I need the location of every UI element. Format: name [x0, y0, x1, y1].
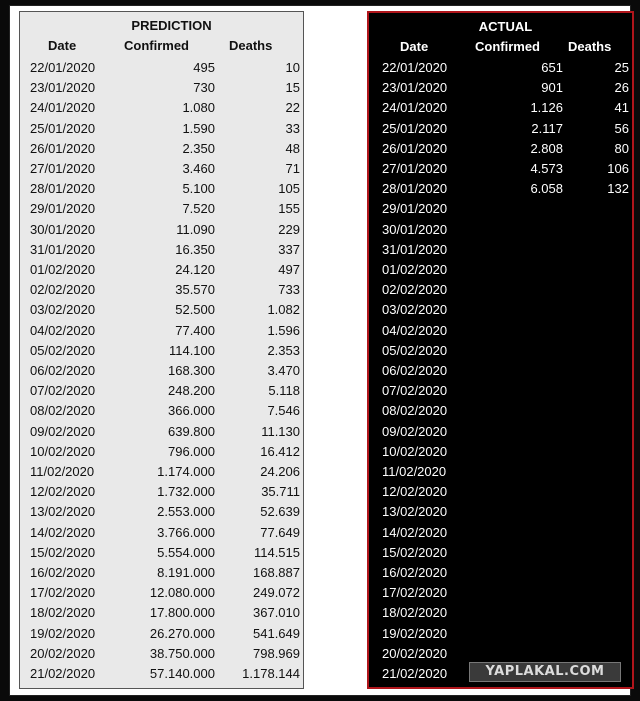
prediction-row	[20, 119, 303, 139]
prediction-header-deaths: Deaths	[229, 38, 273, 53]
actual-date-cell: 25/01/2020	[382, 120, 448, 136]
prediction-date-cell: 09/02/2020	[30, 423, 96, 439]
actual-date-cell: 20/02/2020	[382, 645, 448, 661]
prediction-deaths-cell: 367.010	[253, 605, 300, 621]
prediction-row	[20, 179, 303, 199]
prediction-row	[20, 523, 303, 543]
prediction-row	[20, 401, 303, 421]
actual-row	[369, 442, 632, 462]
prediction-confirmed-cell: 730	[193, 80, 215, 96]
prediction-date-cell: 19/02/2020	[30, 625, 96, 641]
actual-date-cell: 06/02/2020	[382, 363, 448, 378]
actual-row	[369, 260, 632, 280]
actual-date-cell: 13/02/2020	[382, 504, 448, 520]
prediction-header-date: Date	[48, 38, 77, 53]
actual-row	[369, 583, 632, 603]
prediction-confirmed-cell: 8.191.000	[157, 565, 215, 580]
prediction-deaths-cell: 11.130	[261, 423, 300, 439]
prediction-row	[20, 583, 303, 603]
prediction-deaths-cell: 155	[278, 201, 300, 217]
prediction-confirmed-cell: 1.732.000	[157, 484, 215, 500]
prediction-date-cell: 28/01/2020	[30, 181, 96, 197]
actual-header-deaths: Deaths	[568, 39, 612, 54]
actual-date-cell: 22/01/2020	[382, 60, 448, 75]
prediction-date-cell: 11/02/2020	[30, 464, 95, 479]
prediction-date-cell: 05/02/2020	[30, 342, 96, 358]
prediction-deaths-cell: 10	[285, 60, 300, 75]
prediction-deaths-cell: 1.596	[267, 322, 300, 338]
prediction-row	[20, 624, 303, 644]
prediction-confirmed-cell: 5.100	[182, 181, 215, 197]
actual-header-confirmed: Confirmed	[475, 39, 540, 54]
actual-date-cell: 17/02/2020	[382, 585, 448, 601]
actual-table	[367, 11, 634, 689]
actual-date-cell: 01/02/2020	[382, 262, 448, 277]
prediction-row	[20, 280, 303, 300]
prediction-date-cell: 17/02/2020	[30, 585, 96, 601]
actual-confirmed-cell: 6.058	[530, 181, 563, 197]
prediction-deaths-cell: 16.412	[260, 443, 300, 459]
prediction-confirmed-cell: 26.270.000	[149, 625, 215, 641]
actual-row	[369, 482, 632, 502]
prediction-row	[20, 139, 303, 159]
prediction-date-cell: 14/02/2020	[30, 524, 96, 540]
actual-date-cell: 19/02/2020	[382, 625, 448, 641]
prediction-date-cell: 15/02/2020	[30, 544, 96, 560]
prediction-date-cell: 18/02/2020	[30, 605, 96, 621]
actual-date-cell: 10/02/2020	[382, 443, 448, 459]
prediction-deaths-cell: 3.470	[267, 363, 300, 378]
actual-deaths-cell: 132	[607, 181, 629, 197]
actual-row	[369, 502, 632, 522]
prediction-confirmed-cell: 11.090	[176, 221, 215, 237]
prediction-deaths-cell: 1.178.144	[242, 666, 300, 681]
prediction-deaths-cell: 48	[285, 140, 300, 156]
prediction-deaths-cell: 2.353	[267, 342, 300, 358]
prediction-row	[20, 381, 303, 401]
actual-date-cell: 24/01/2020	[382, 100, 448, 116]
actual-deaths-cell: 25	[614, 60, 629, 75]
actual-date-cell: 30/01/2020	[382, 221, 448, 237]
prediction-confirmed-cell: 366.000	[168, 403, 215, 419]
prediction-confirmed-cell: 2.350	[182, 140, 215, 156]
actual-date-cell: 23/01/2020	[382, 80, 448, 96]
prediction-confirmed-cell: 114.100	[168, 342, 215, 358]
prediction-date-cell: 06/02/2020	[30, 363, 96, 378]
actual-deaths-cell: 80	[614, 140, 629, 156]
actual-date-cell: 15/02/2020	[382, 544, 448, 560]
actual-row	[369, 603, 632, 623]
prediction-row	[20, 462, 303, 482]
actual-confirmed-cell: 651	[541, 60, 563, 75]
prediction-deaths-cell: 249.072	[253, 585, 300, 601]
prediction-title: PREDICTION	[131, 18, 212, 33]
prediction-confirmed-cell: 168.300	[168, 363, 215, 378]
prediction-row	[20, 321, 303, 341]
actual-row	[369, 644, 632, 664]
prediction-confirmed-cell: 1.080	[182, 100, 215, 116]
actual-row	[369, 462, 632, 482]
prediction-date-cell: 23/01/2020	[30, 80, 96, 96]
prediction-date-cell: 22/01/2020	[30, 60, 96, 75]
actual-confirmed-cell: 2.117	[531, 120, 563, 136]
prediction-row	[20, 240, 303, 260]
prediction-confirmed-cell: 57.140.000	[149, 666, 215, 681]
actual-title: ACTUAL	[478, 19, 533, 34]
prediction-deaths-cell: 33	[285, 120, 300, 136]
actual-row	[369, 139, 632, 159]
actual-row	[369, 563, 632, 583]
actual-row	[369, 401, 632, 421]
actual-date-cell: 11/02/2020	[382, 464, 447, 479]
prediction-deaths-cell: 5.118	[268, 383, 300, 399]
prediction-deaths-cell: 168.887	[253, 565, 300, 580]
prediction-confirmed-cell: 12.080.000	[149, 585, 215, 601]
actual-deaths-cell: 106	[607, 161, 629, 176]
prediction-row	[20, 361, 303, 381]
prediction-date-cell: 10/02/2020	[30, 443, 96, 459]
prediction-confirmed-cell: 52.500	[175, 302, 215, 318]
prediction-row	[20, 603, 303, 623]
prediction-row	[20, 543, 303, 563]
prediction-row	[20, 220, 303, 240]
prediction-deaths-cell: 1.082	[267, 302, 300, 318]
prediction-deaths-cell: 35.711	[261, 484, 300, 500]
prediction-date-cell: 02/02/2020	[30, 282, 96, 298]
actual-date-cell: 16/02/2020	[382, 565, 448, 580]
actual-row	[369, 179, 632, 199]
actual-header-date: Date	[400, 39, 429, 54]
prediction-deaths-cell: 229	[278, 221, 300, 237]
prediction-date-cell: 01/02/2020	[30, 262, 96, 277]
prediction-row	[20, 98, 303, 118]
actual-deaths-cell: 26	[614, 80, 629, 96]
prediction-row	[20, 664, 303, 684]
actual-date-cell: 05/02/2020	[382, 342, 448, 358]
actual-deaths-cell: 41	[614, 100, 629, 116]
prediction-deaths-cell: 497	[278, 262, 300, 277]
actual-row	[369, 543, 632, 563]
prediction-row	[20, 644, 303, 664]
actual-row	[369, 422, 632, 442]
actual-row	[369, 280, 632, 300]
prediction-confirmed-cell: 3.460	[182, 161, 215, 176]
prediction-date-cell: 20/02/2020	[30, 645, 96, 661]
prediction-deaths-cell: 71	[285, 161, 300, 176]
prediction-confirmed-cell: 639.800	[168, 423, 215, 439]
actual-date-cell: 02/02/2020	[382, 282, 448, 298]
actual-date-cell: 08/02/2020	[382, 403, 448, 419]
actual-date-cell: 27/01/2020	[382, 161, 448, 176]
prediction-confirmed-cell: 3.766.000	[157, 524, 215, 540]
prediction-date-cell: 03/02/2020	[30, 302, 96, 318]
actual-row	[369, 381, 632, 401]
prediction-deaths-cell: 337	[278, 241, 300, 257]
actual-date-cell: 07/02/2020	[382, 383, 448, 399]
prediction-date-cell: 21/02/2020	[30, 666, 96, 681]
prediction-date-cell: 08/02/2020	[30, 403, 96, 419]
prediction-confirmed-cell: 1.174.000	[157, 464, 215, 479]
actual-row	[369, 78, 632, 98]
prediction-deaths-cell: 105	[278, 181, 300, 197]
prediction-row	[20, 159, 303, 179]
actual-date-cell: 18/02/2020	[382, 605, 448, 621]
prediction-row	[20, 442, 303, 462]
actual-date-cell: 31/01/2020	[382, 241, 448, 257]
prediction-date-cell: 07/02/2020	[30, 383, 96, 399]
prediction-row	[20, 422, 303, 442]
actual-row	[369, 523, 632, 543]
actual-confirmed-cell: 1.126	[530, 100, 563, 116]
actual-confirmed-cell: 4.573	[530, 161, 563, 176]
document-frame	[10, 6, 630, 695]
prediction-row	[20, 563, 303, 583]
prediction-deaths-cell: 541.649	[253, 625, 300, 641]
actual-date-cell: 12/02/2020	[382, 484, 448, 500]
actual-row	[369, 98, 632, 118]
prediction-deaths-cell: 7.546	[267, 403, 300, 419]
prediction-confirmed-cell: 5.554.000	[157, 544, 215, 560]
prediction-deaths-cell: 798.969	[253, 645, 300, 661]
actual-row	[369, 119, 632, 139]
prediction-deaths-cell: 15	[285, 80, 300, 96]
actual-confirmed-cell: 2.808	[530, 140, 563, 156]
prediction-date-cell: 16/02/2020	[30, 565, 96, 580]
prediction-row	[20, 58, 303, 78]
actual-date-cell: 14/02/2020	[382, 524, 448, 540]
prediction-confirmed-cell: 77.400	[175, 322, 215, 338]
actual-row	[369, 624, 632, 644]
actual-row	[369, 341, 632, 361]
actual-row	[369, 240, 632, 260]
actual-date-cell: 28/01/2020	[382, 181, 448, 197]
actual-date-cell: 03/02/2020	[382, 302, 448, 318]
prediction-date-cell: 25/01/2020	[30, 120, 96, 136]
actual-row	[369, 321, 632, 341]
prediction-deaths-cell: 24.206	[260, 464, 300, 479]
actual-row	[369, 58, 632, 78]
actual-date-cell: 04/02/2020	[382, 322, 448, 338]
prediction-row	[20, 300, 303, 320]
prediction-deaths-cell: 114.515	[253, 544, 300, 560]
prediction-row	[20, 341, 303, 361]
prediction-row	[20, 502, 303, 522]
prediction-date-cell: 24/01/2020	[30, 100, 96, 116]
actual-deaths-cell: 56	[614, 120, 629, 136]
prediction-date-cell: 12/02/2020	[30, 484, 96, 500]
prediction-date-cell: 27/01/2020	[30, 161, 96, 176]
prediction-row	[20, 260, 303, 280]
prediction-table	[19, 11, 304, 689]
prediction-deaths-cell: 77.649	[260, 524, 300, 540]
prediction-date-cell: 31/01/2020	[30, 241, 96, 257]
prediction-confirmed-cell: 38.750.000	[149, 645, 215, 661]
prediction-confirmed-cell: 35.570	[175, 282, 215, 298]
actual-date-cell: 21/02/2020	[382, 666, 448, 681]
prediction-confirmed-cell: 7.520	[182, 201, 215, 217]
prediction-confirmed-cell: 2.553.000	[157, 504, 215, 520]
prediction-date-cell: 29/01/2020	[30, 201, 96, 217]
actual-date-cell: 29/01/2020	[382, 201, 448, 217]
actual-row	[369, 300, 632, 320]
prediction-confirmed-cell: 248.200	[168, 383, 215, 399]
prediction-confirmed-cell: 16.350	[175, 241, 215, 257]
actual-row	[369, 159, 632, 179]
prediction-confirmed-cell: 17.800.000	[149, 605, 215, 621]
actual-row	[369, 199, 632, 219]
prediction-date-cell: 26/01/2020	[30, 140, 96, 156]
prediction-date-cell: 13/02/2020	[30, 504, 96, 520]
actual-date-cell: 09/02/2020	[382, 423, 448, 439]
prediction-confirmed-cell: 24.120	[175, 262, 215, 277]
prediction-confirmed-cell: 796.000	[168, 443, 215, 459]
prediction-header-confirmed: Confirmed	[124, 38, 189, 53]
prediction-date-cell: 04/02/2020	[30, 322, 96, 338]
prediction-deaths-cell: 52.639	[260, 504, 300, 520]
prediction-confirmed-cell: 495	[193, 60, 215, 75]
actual-confirmed-cell: 901	[541, 80, 563, 96]
prediction-date-cell: 30/01/2020	[30, 221, 96, 237]
prediction-confirmed-cell: 1.590	[182, 120, 215, 136]
actual-row	[369, 220, 632, 240]
actual-row	[369, 361, 632, 381]
prediction-row	[20, 482, 303, 502]
actual-date-cell: 26/01/2020	[382, 140, 448, 156]
watermark-logo: YAPLAKAL.COM	[469, 662, 621, 682]
prediction-deaths-cell: 733	[278, 282, 300, 298]
prediction-deaths-cell: 22	[285, 100, 300, 116]
prediction-row	[20, 78, 303, 98]
prediction-row	[20, 199, 303, 219]
